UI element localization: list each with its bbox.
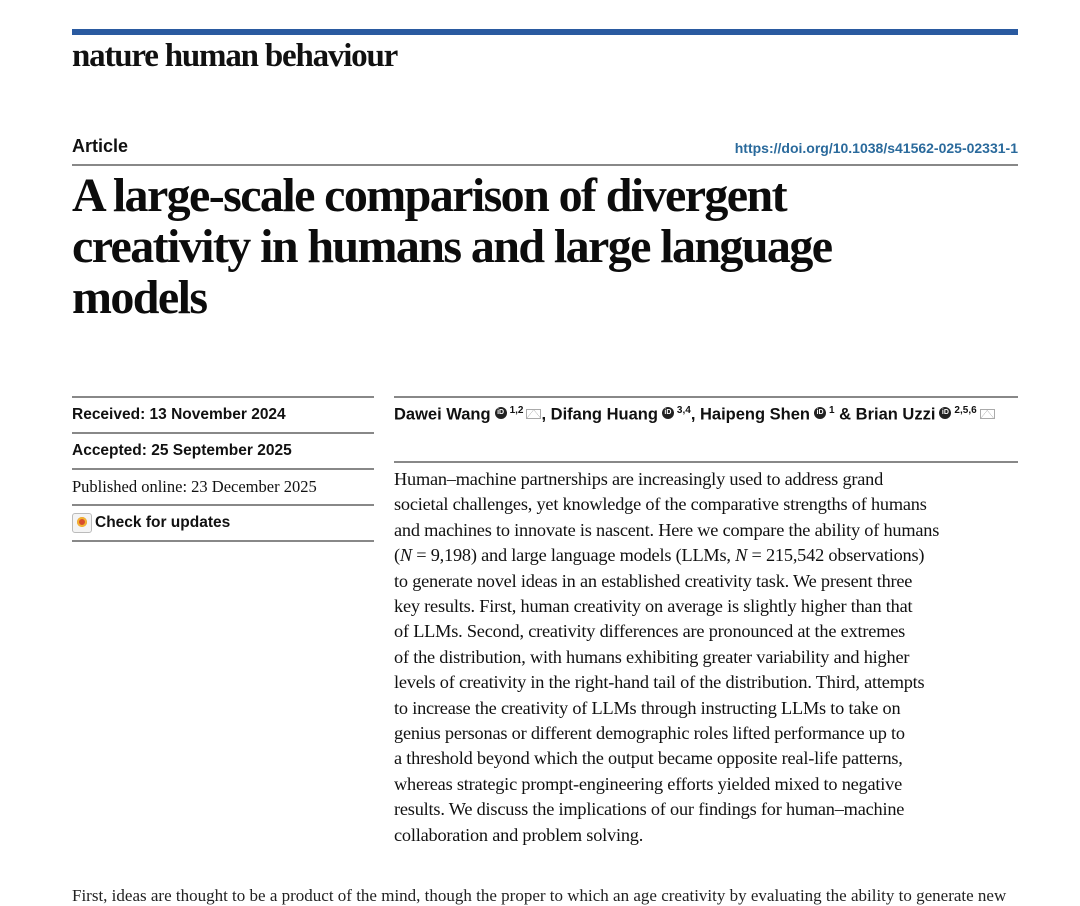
- author-list: [394, 405, 1018, 425]
- abstract-line: key results. First, human creativity on average is slightly higher than that: [394, 596, 913, 617]
- author-name[interactable]: Difang Huang: [550, 405, 658, 424]
- orcid-icon[interactable]: iD: [814, 407, 826, 419]
- check-updates-icon: [72, 513, 92, 533]
- abstract-line: (N = 9,198) and large language models (LLMs, N = 215,542 observations): [394, 545, 925, 566]
- author-name[interactable]: Dawei Wang: [394, 405, 491, 424]
- abstract-rule: [394, 461, 1018, 463]
- author-separator: ,: [690, 405, 700, 424]
- doi-link[interactable]: https://doi.org/10.1038/s41562-025-02331-1: [734, 140, 1018, 156]
- publication-dates: [72, 396, 374, 542]
- author-name[interactable]: Brian Uzzi: [855, 405, 936, 424]
- abstract-line: to generate novel ideas in an established creativity task. We present three: [394, 570, 913, 591]
- accepted-date: Accepted: 25 September 2025: [72, 434, 374, 470]
- abstract: [394, 467, 1018, 848]
- abstract-line: of LLMs. Second, creativity differences are pronounced at the extremes: [394, 621, 906, 642]
- author-name[interactable]: Haipeng Shen: [699, 405, 810, 424]
- abstract-line: results. We discuss the implications of our findings for human–machine: [394, 799, 905, 820]
- abstract-line: of the distribution, with humans exhibiting greater variability and higher: [394, 646, 910, 667]
- orcid-icon[interactable]: iD: [662, 407, 674, 419]
- abstract-line: and machines to innovate is nascent. Here we compare the ability of humans: [394, 519, 940, 540]
- abstract-line: to increase the creativity of LLMs through instructing LLMs to take on: [394, 697, 901, 718]
- received-date: Received: 13 November 2024: [72, 398, 374, 434]
- published-date: Published online: 23 December 2025: [72, 470, 374, 506]
- author-affiliation: 2,5,6: [954, 405, 977, 416]
- article-type: Article: [72, 136, 129, 156]
- author-separator: &: [834, 405, 856, 424]
- author-affiliation: 1: [829, 405, 835, 416]
- check-for-updates-button[interactable]: [72, 506, 374, 542]
- author-affiliation: 1,2: [509, 405, 524, 416]
- journal-name: nature human behaviour: [72, 38, 398, 74]
- email-icon[interactable]: [526, 409, 541, 419]
- orcid-icon[interactable]: iD: [939, 407, 951, 419]
- body-text-cut: First, ideas are thought to be a product of the mind, though the proper to which an age creativity by evaluating the ability to generate new: [72, 886, 1007, 905]
- title-rule: [72, 164, 1018, 166]
- abstract-line: Human–machine partnerships are increasingly used to address grand: [394, 469, 884, 489]
- orcid-icon[interactable]: iD: [495, 407, 507, 419]
- abstract-line: whereas strategic prompt-engineering efforts yielded mixed to negative: [394, 773, 903, 794]
- article-title: A large-scale comparison of divergent creativity in humans and large language models: [72, 169, 832, 324]
- author-affiliation: 3,4: [676, 405, 691, 416]
- journal-color-bar: [72, 29, 1018, 35]
- check-updates-label: Check for updates: [95, 514, 231, 531]
- author-separator: ,: [541, 405, 551, 424]
- email-icon[interactable]: [980, 409, 995, 419]
- abstract-line: collaboration and problem solving.: [394, 824, 644, 845]
- abstract-line: levels of creativity in the right-hand tail of the distribution. Third, attempts: [394, 672, 925, 693]
- abstract-line: a threshold beyond which the output became opposite real-life patterns,: [394, 748, 903, 769]
- abstract-line: societal challenges, yet knowledge of the comparative strengths of humans: [394, 494, 927, 515]
- author-block: [394, 396, 1018, 425]
- abstract-line: genius personas or different demographic roles lifted performance up to: [394, 723, 905, 744]
